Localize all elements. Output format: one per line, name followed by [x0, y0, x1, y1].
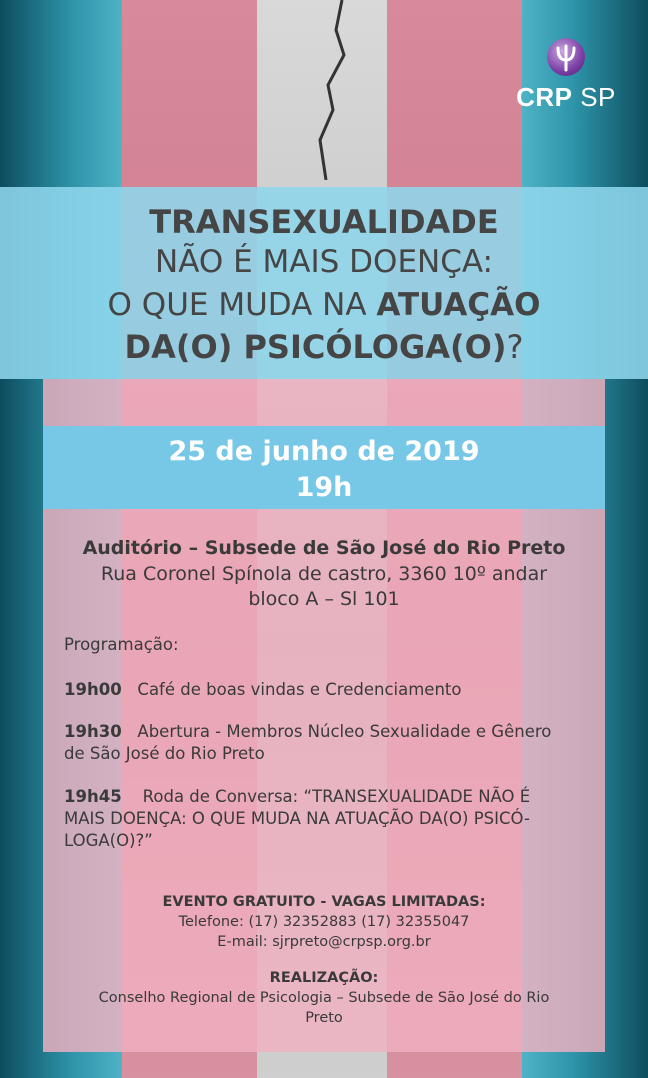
- logo-text: CRP SP: [516, 82, 616, 112]
- realization-org-1: Conselho Regional de Psicologia – Subsede de São José do Rio: [98, 990, 550, 1006]
- venue-name: Auditório – Subsede de São José do Rio Preto: [82, 537, 566, 559]
- psi-logo-icon: [547, 38, 585, 76]
- free-event-notice: EVENTO GRATUITO - VAGAS LIMITADAS:: [162, 894, 486, 910]
- realization-label: REALIZAÇÃO:: [269, 970, 379, 986]
- event-time: 19h: [295, 472, 353, 503]
- venue-address-1: Rua Coronel Spínola de castro, 3360 10º andar: [100, 563, 548, 585]
- phone-info: Telefone: (17) 32352883 (17) 32355047: [178, 914, 470, 930]
- wall-crack: [300, 0, 360, 180]
- venue-address-2: bloco A – Sl 101: [248, 588, 400, 610]
- event-date: 25 de junho de 2019: [168, 436, 480, 467]
- email-info: E-mail: sjrpreto@crpsp.org.br: [217, 934, 431, 950]
- programme-heading: Programação:: [64, 635, 179, 654]
- programme-item: 19h00 Café de boas vindas e Credenciamento: [64, 680, 462, 699]
- programme-item: 19h30 Abertura - Membros Núcleo Sexualidade e Gênero de São José do Rio Preto: [64, 722, 552, 763]
- title-line-1: TRANSEXUALIDADE: [149, 203, 499, 241]
- title-line-3: O QUE MUDA NA ATUAÇÃO: [107, 287, 541, 323]
- crp-sp-logo: [506, 38, 626, 113]
- title-line-4: DA(O) PSICÓLOGA(O)?: [124, 328, 524, 366]
- programme-item: 19h45 Roda de Conversa: “TRANSEXUALIDADE NÃO É MAIS DOENÇA: O QUE MUDA NA ATUAÇÃO DA(O) PSICÓ- LOGA(O)?”: [64, 787, 531, 850]
- title-line-2: NÃO É MAIS DOENÇA:: [155, 244, 493, 280]
- title-band: [0, 187, 648, 379]
- date-band: [43, 426, 605, 509]
- realization-org-2: Preto: [305, 1010, 343, 1026]
